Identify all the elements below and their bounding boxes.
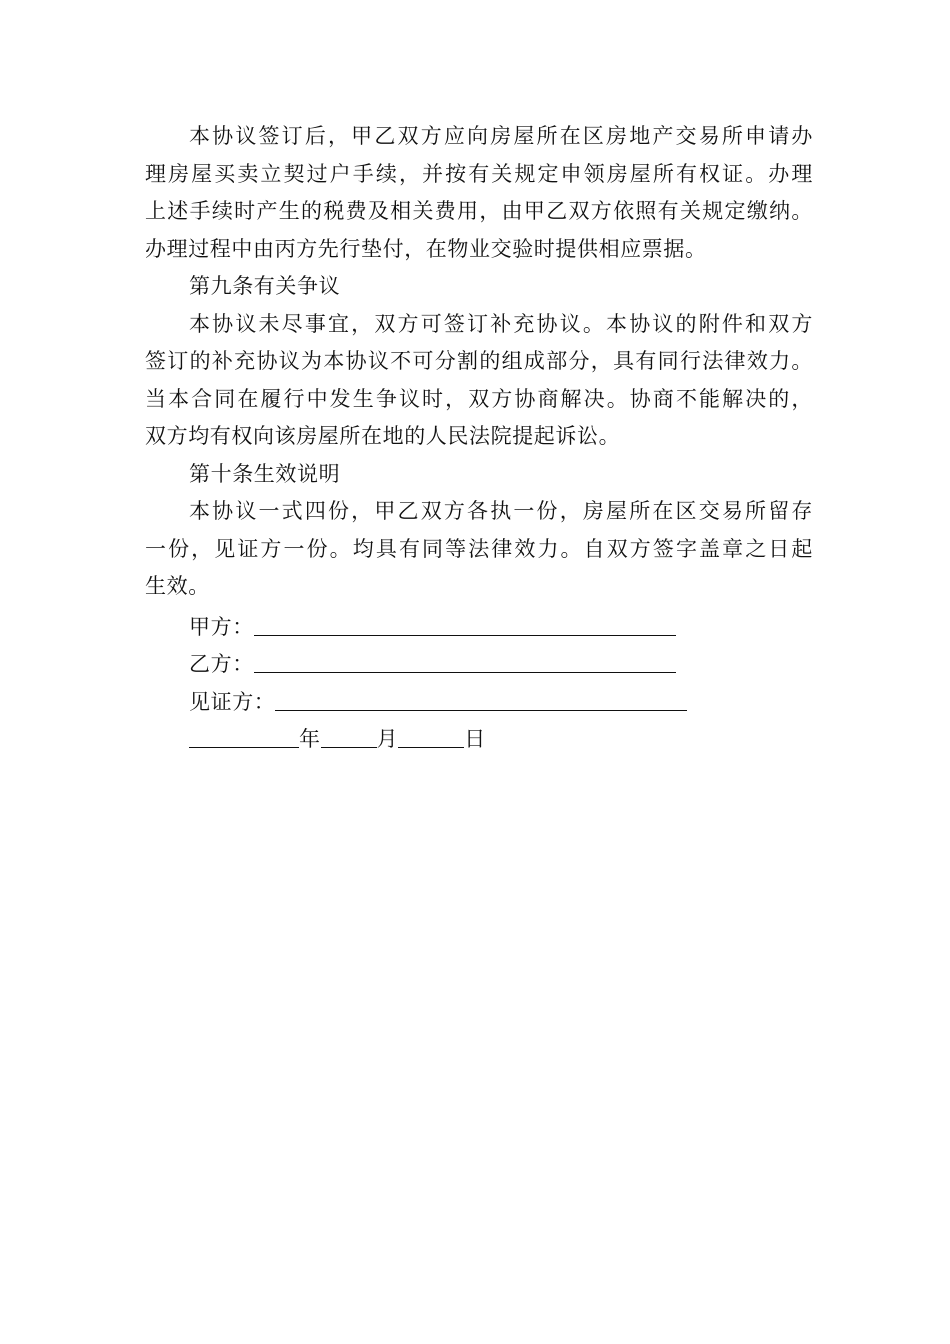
clause-8-line-3: 上述手续时产生的税费及相关费用，由甲乙双方依照有关规定缴纳。 (145, 199, 813, 223)
clause-10-paragraph (145, 493, 813, 606)
date-row (145, 718, 813, 756)
day-blank (398, 720, 464, 748)
clause-9-line-3: 当本合同在履行中发生争议时，双方协商解决。协商不能解决的， (145, 386, 813, 411)
clause-9-line-4: 双方均有权向该房屋所在地的人民法院提起诉讼。 (145, 424, 621, 448)
clause-9-paragraph (145, 306, 813, 456)
clause-9-line-2: 签订的补充协议为本协议不可分割的组成部分，具有同行法律效力。 (145, 349, 813, 373)
clause-8-line-4: 办理过程中由丙方先行垫付，在物业交验时提供相应票据。 (145, 236, 707, 261)
clause-8-paragraph (145, 118, 813, 268)
clause-10-line-3: 生效。 (145, 574, 210, 598)
clause-10-line-1: 本协议一式四份，甲乙双方各执一份，房屋所在区交易所留存 (189, 499, 813, 523)
month-blank (321, 720, 377, 748)
witness-label: 见证方： (189, 689, 276, 714)
year-label: 年 (299, 727, 321, 751)
year-blank (189, 720, 299, 748)
clause-8-line-2: 理房屋买卖立契过户手续，并按有关规定申领房屋所有权证。办理 (145, 161, 813, 186)
month-label: 月 (376, 727, 399, 751)
witness-signature-row (145, 681, 813, 719)
clause-10-line-2: 一份，见证方一份。均具有同等法律效力。自双方签字盖章之日起 (145, 536, 813, 561)
clause-9-line-1: 本协议未尽事宜，双方可签订补充协议。本协议的附件和双方 (189, 311, 813, 336)
document-page (145, 118, 813, 756)
day-label: 日 (464, 727, 486, 751)
party-a-signature-row (145, 606, 813, 644)
clause-9-heading: 第九条有关争议 (189, 274, 341, 298)
clause-8-line-1: 本协议签订后，甲乙双方应向房屋所在区房地产交易所申请办 (189, 124, 813, 148)
party-a-label: 甲方： (189, 614, 254, 639)
party-b-label: 乙方： (189, 652, 254, 676)
party-b-signature-row (145, 643, 813, 681)
party-b-signature-line (254, 645, 676, 673)
party-a-signature-line (254, 608, 676, 636)
witness-signature-line (275, 683, 687, 711)
clause-10-heading: 第十条生效说明 (189, 461, 341, 486)
